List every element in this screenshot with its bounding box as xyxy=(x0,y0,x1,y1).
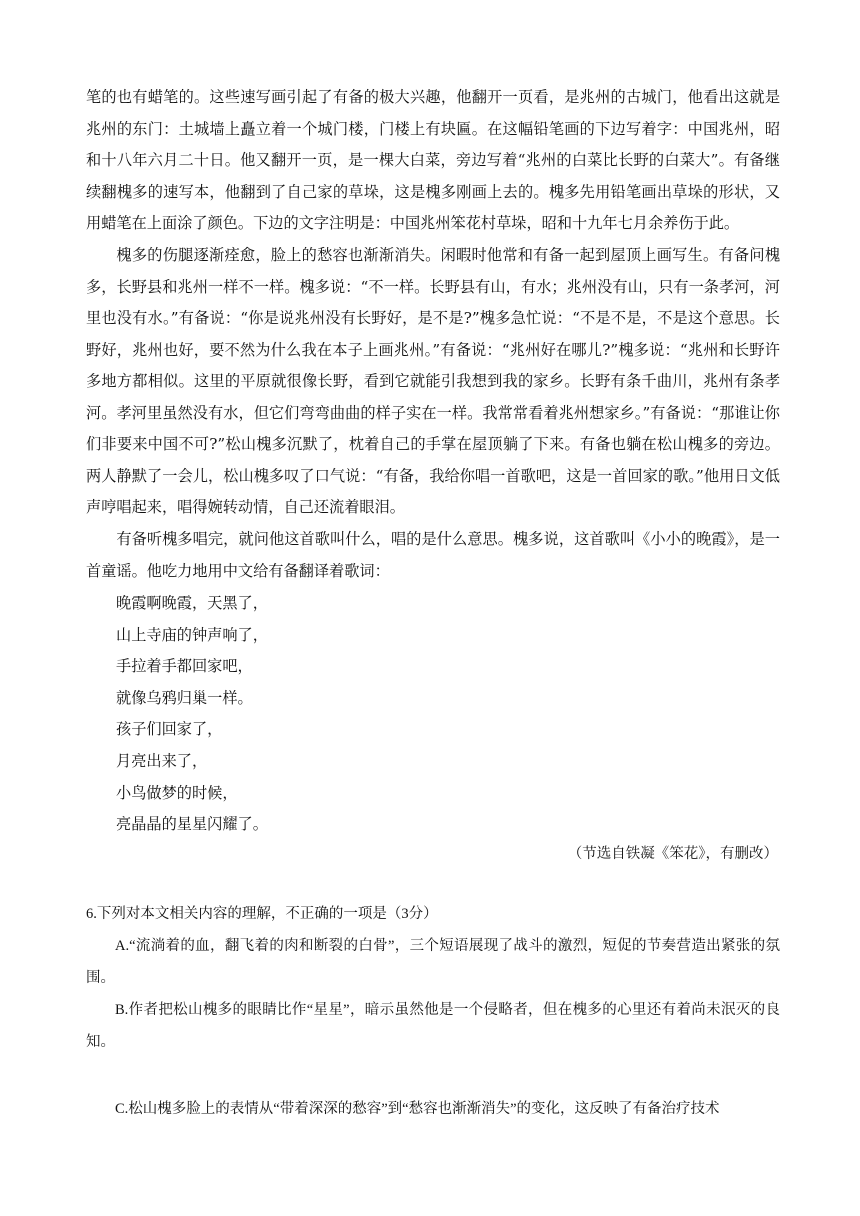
song-lyrics xyxy=(116,588,516,841)
option-b: B.作者把松山槐多的眼睛比作“星星”，暗示虽然他是一个侵略者，但在槐多的心里还有着尚未泯灭的良知。 xyxy=(86,1002,780,1050)
passage-paragraph-2: 槐多的伤腿逐渐痊愈，脸上的愁容也渐渐消失。闲暇时他常和有备一起到屋顶上画写生。有备问槐多，长野县和兆州一样不一样。槐多说：“不一样。长野县有山，有水；兆州没有山，只有一条孝河，河里也没有水。”有备说：“你是说兆州没有长野好，是不是?”槐多急忙说：“不是不是，不是这个意思。长野好，兆州也好，要不然为什么我在本子上画兆州。”有备说：“兆州好在哪儿?”槐多说：“兆州和长野许多地方都相似。这里的平原就很像长野，看到它就能引我想到我的家乡。长野有条千曲川，兆州有条孝河。孝河里虽然没有水，但它们弯弯曲曲的样子实在一样。我常常看着兆州想家乡。”有备说：“那谁让你们非要来中国不可?”松山槐多沉默了，枕着自己的手掌在屋顶躺了下来。有备也躺在松山槐多的旁边。两人静默了一会儿，松山槐多叹了口气说：“有备，我给你唱一首歌吧，这是一首回家的歌。”他用日文低声哼唱起来，唱得婉转动情，自己还流着眼泪。 xyxy=(86,246,780,516)
question-title: 6.下列对本文相关内容的理解，不正确的一项是（3分） xyxy=(86,906,438,922)
lyric-line: 山上寺庙的钟声响了， xyxy=(116,625,268,644)
lyric-line: 月亮出来了， xyxy=(116,751,208,770)
lyric-line: 晚霞啊晚霞，天黑了， xyxy=(116,594,268,612)
passage-paragraph-1: 笔的也有蜡笔的。这些速写画引起了有备的极大兴趣，他翻开一页看，是兆州的古城门，他看出这就是兆州的东门：土城墙上矗立着一个城门楼，门楼上有块匾。在这幅铅笔画的下边写着字：中国兆州，昭和十八年六月二十日。他又翻开一页，是一棵大白菜，旁边写着“兆州的白菜比长野的白菜大”。有备继续翻槐多的速写本，他翻到了自己家的草垛，这是槐多刚画上去的。槐多先用铅笔画出草垛的形状，又用蜡笔在上面涂了颜色。下边的文字注明是：中国兆州笨花村草垛，昭和十九年七月余养伤于此。 xyxy=(86,88,780,232)
passage-paragraph-3: 有备听槐多唱完，就问他这首歌叫什么，唱的是什么意思。槐多说，这首歌叫《小小的晚霞》，是一首童谣。他吃力地用中文给有备翻译着歌词： xyxy=(86,530,780,580)
lyric-line: 孩子们回家了， xyxy=(116,720,223,739)
passage-source: （节选自铁凝《笨花》，有删改） xyxy=(567,846,778,862)
lyric-line: 手拉着手都回家吧， xyxy=(116,657,253,676)
lyric-line: 就像乌鸦归巢一样。 xyxy=(116,688,253,707)
option-a: A.“流淌着的血，翻飞着的肉和断裂的白骨”，三个短语展现了战斗的激烈，短促的节奏营造出紧张的氛围。 xyxy=(86,938,780,986)
lyric-line: 小鸟做梦的时候， xyxy=(116,783,238,802)
option-c: C.松山槐多脸上的表情从“带着深深的愁容”到“愁容也渐渐消失”的变化，这反映了有备治疗技术 xyxy=(115,1101,720,1117)
lyric-line: 亮晶晶的星星闪耀了。 xyxy=(116,815,268,834)
